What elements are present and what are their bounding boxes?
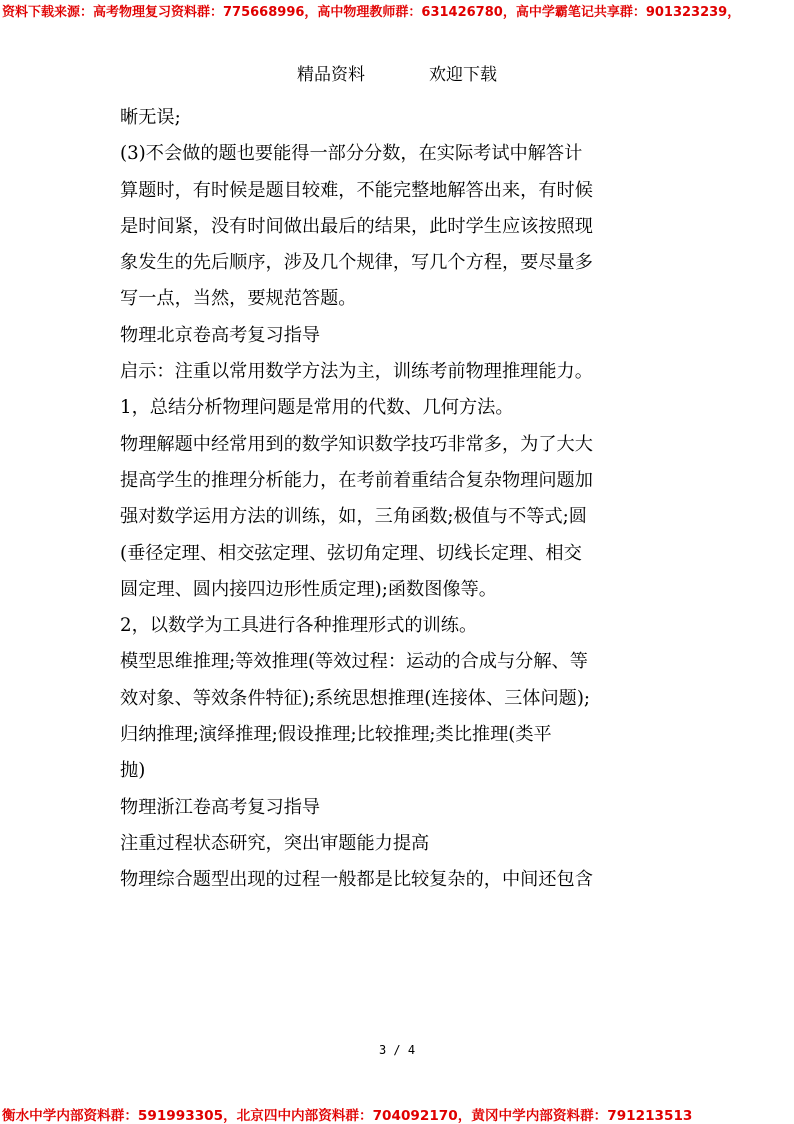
text-line: 2，以数学为工具进行各种推理形式的训练。: [120, 615, 478, 637]
text-line: 是时间紧，没有时间做出最后的结果，此时学生应该按照现: [120, 215, 593, 237]
page-number: 3 / 4: [378, 1043, 416, 1057]
text-line: 启示：注重以常用数学方法为主，训练考前物理推理能力。: [120, 361, 593, 383]
text-line: 归纳推理;演绎推理;假设推理;比较推理;类比推理(类平: [120, 724, 552, 746]
text-line: 圆定理、圆内接四边形性质定理);函数图像等。: [120, 578, 497, 600]
bottom-banner: 衡水中学内部资料群：591993305，北京四中内部资料群：704092170，黄冈中学内部资料群：791213513: [2, 1108, 693, 1124]
text-line: 算题时，有时候是题目较难，不能完整地解答出来，有时候: [120, 179, 593, 201]
text-line: (垂径定理、相交弦定理、弦切角定理、切线长定理、相交: [120, 542, 582, 564]
header-right: 欢迎下载: [429, 65, 497, 85]
header-left: 精品资料: [297, 65, 365, 85]
section-title: 物理北京卷高考复习指导: [120, 324, 321, 346]
text-line: 物理解题中经常用到的数学知识数学技巧非常多，为了大大: [120, 433, 593, 455]
text-line: 物理综合题型出现的过程一般都是比较复杂的，中间还包含: [120, 869, 593, 891]
text-line: 提高学生的推理分析能力，在考前着重结合复杂物理问题加: [120, 469, 593, 491]
text-line: 抛): [120, 760, 146, 782]
page-header: [0, 60, 794, 85]
text-line: 效对象、等效条件特征);系统思想推理(连接体、三体问题);: [120, 687, 591, 709]
text-line: 1，总结分析物理问题是常用的代数、几何方法。: [120, 397, 514, 419]
text-line: 晰无误;: [120, 107, 181, 128]
section-title: 物理浙江卷高考复习指导: [120, 796, 321, 818]
text-line: (3)不会做的题也要能得一部分分数，在实际考试中解答计: [120, 143, 583, 165]
text-line: 象发生的先后顺序，涉及几个规律，写几个方程，要尽量多: [120, 252, 593, 274]
document-body: [120, 100, 680, 899]
text-line: 注重过程状态研究，突出审题能力提高: [120, 832, 430, 854]
top-banner: 资料下载来源：高考物理复习资料群：775668996，高中物理教师群：631426780，高中学霸笔记共享群：901323239，: [2, 5, 741, 20]
text-line: 模型思维推理;等效推理(等效过程：运动的合成与分解、等: [120, 651, 588, 673]
text-line: 强对数学运用方法的训练，如，三角函数;极值与不等式;圆: [120, 506, 587, 528]
text-line: 写一点，当然，要规范答题。: [120, 288, 357, 310]
